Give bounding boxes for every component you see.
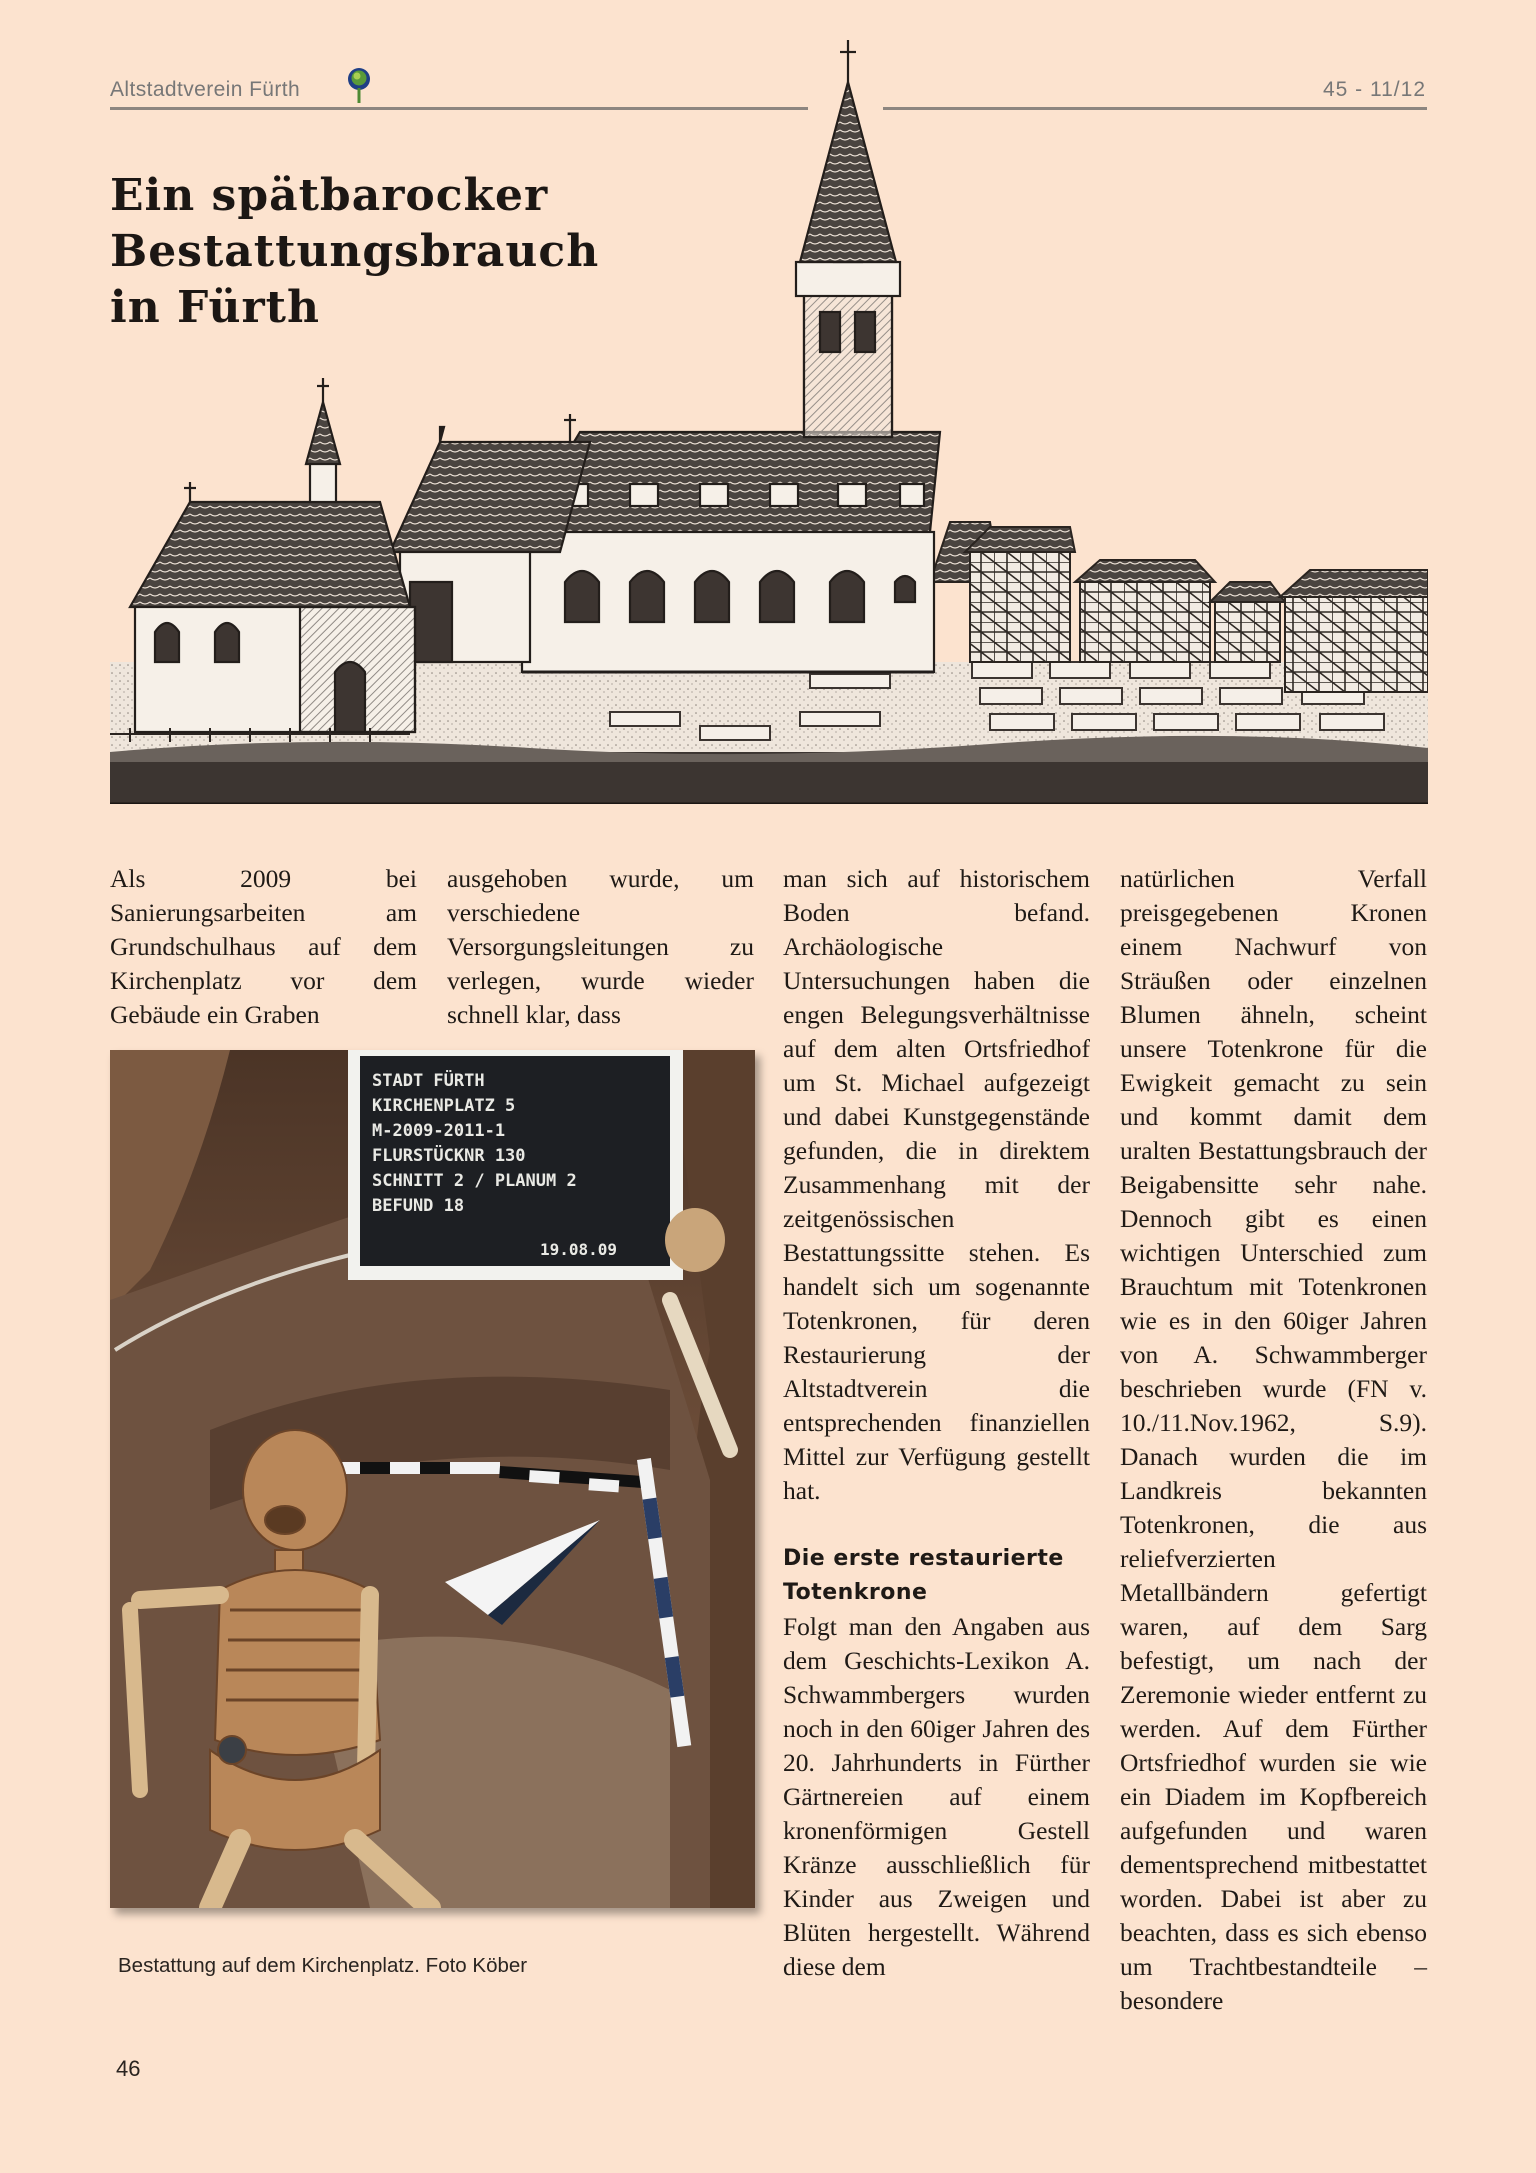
paragraph-section-continued: natürlichen Verfall preisgegebenen Kronen einem Nachwurf von Sträußen oder einzelnen Blumen ähneln, scheint unsere Totenkrone für die Ewigkeit gemacht zu sein und kommt damit dem uralten Bestattungsbrauch der Beigabensitte sehr nahe. Dennoch gibt es einen wichtigen Unterschied zum Brauchtum mit Totenkronen wie es in den 60iger Jahren von A. Schwammberger beschrieben wurde (FN v. 10./11.Nov.1962, S.9). Danach wurden die im Landkreis bekannten Totenkronen, die aus reliefverzierten Metallbändern gefertigt waren, auf dem Sarg befestigt, um nach der Zeremonie wieder entfernt zu werden. Auf dem Fürther Ortsfriedhof wurden sie wie ein Diadem im Kopfbereich aufgefunden und waren dementsprechend mitbestattet worden. Dabei ist aber zu beachten, dass es sich ebenso um Trachtbestandteile – besondere [1120,864,1427,2015]
paragraph-intro-start: Als 2009 bei Sanierungsarbeiten am Grundschulhaus auf dem Kirchenplatz vor dem Gebäude ein Graben [110,864,417,1029]
church-engraving-illustration [110,22,1428,804]
running-header-issue: 45 - 11/12 [1322,78,1426,101]
paragraph-intro-end: man sich auf historischem Boden befand. Archäologische Untersuchungen haben die engen Belegungsverhältnisse auf dem alten Ortsfriedhof um St. Michael aufgezeigt und dabei Kunstgegenstände gefunden, die in direktem Zusammenhang mit der zeitgenössischen Bestattungssitte stehen. Es handelt sich um sogenannte Totenkronen, für deren Restaurierung der Altstadtverein die entsprechenden finanziellen Mittel zur Verfügung gestellt hat. [783,864,1090,1505]
excavation-photo-drawing [110,1050,755,1908]
article-column-4 [1120,862,1427,2018]
photo-caption: Bestattung auf dem Kirchenplatz. Foto Köber [118,1954,528,1977]
article-title [110,168,630,336]
paragraph-section-start: Folgt man den Angaben aus dem Geschichts-Lexikon A. Schwammbergers wurden noch in den 60iger Jahren des 20. Jahrhunderts in Fürther Gärtnereien auf einem kronenförmigen Gestell Kränze ausschließlich für Kinder aus Zweigen und Blüten hergestellt. Während diese dem [783,1612,1090,1981]
article-column-1 [110,862,417,1032]
excavation-photo [110,1050,755,1908]
sign-line-4: FLURSTÜCKNR 130 [372,1146,526,1166]
title-line-3: in Fürth [110,282,320,333]
article-column-3 [783,862,1090,1984]
section-subheading: Die erste restaurierte Totenkrone [783,1546,1064,1605]
paragraph-intro-continued: ausgehoben wurde, um verschiedene Versorgungsleitungen zu verlegen, wurde wieder schnell klar, dass [447,864,754,1029]
sign-date: 19.08.09 [540,1240,618,1259]
article-column-2 [447,862,754,1032]
running-header-association: Altstadtverein Fürth [110,78,301,101]
page-number: 46 [116,2056,141,2081]
sign-line-2: KIRCHENPLATZ 5 [372,1096,516,1116]
sign-line-1: STADT FÜRTH [372,1071,485,1091]
sign-line-6: BEFUND 18 [372,1196,465,1216]
title-line-1: Ein spätbarocker [110,170,549,221]
title-line-2: Bestattungsbrauch [110,226,600,277]
sign-line-3: M-2009-2011-1 [372,1121,506,1141]
sign-line-5: SCHNITT 2 / PLANUM 2 [372,1171,577,1191]
